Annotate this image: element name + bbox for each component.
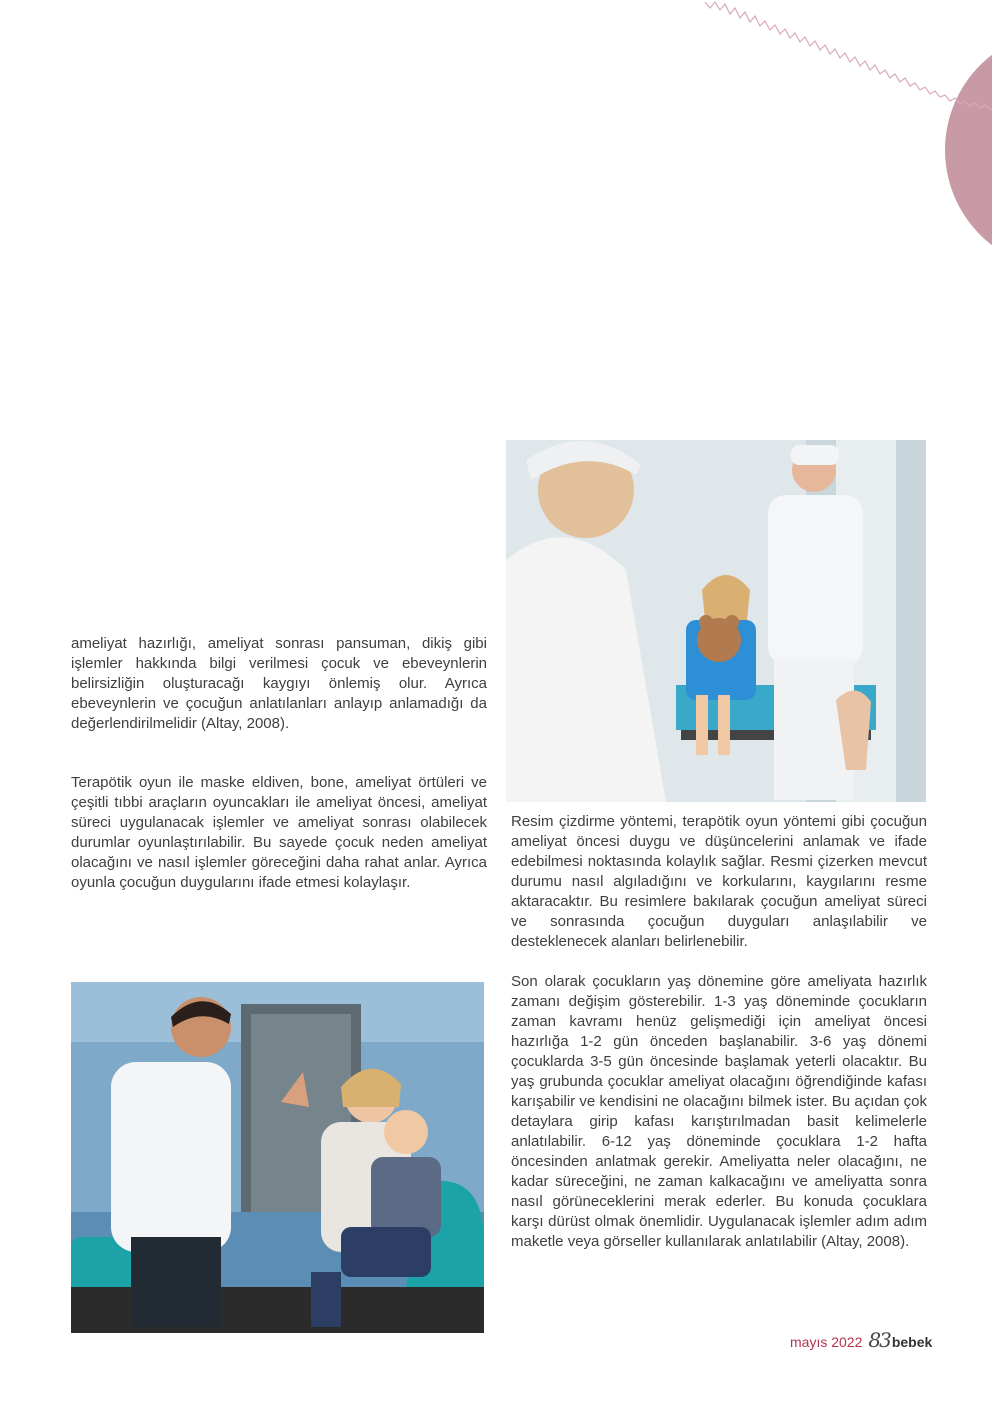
paragraph-preparation-info: ameliyat hazırlığı, ameliyat sonrası pansuman, dikiş gibi işlemler hakkında bilgi verilmesi çocuk ve ebeveynlerin belirsizliğin oluşturacağı kaygıyı önlemiş olur. Ayrıca ebeveynlerin ve çocuğun anlatılanları anlayıp anlamadığı da değerlendirilmelidir (Altay, 2008). — [71, 635, 487, 732]
footer-page-number: 83 — [868, 1328, 890, 1352]
decorative-zigzag-line — [700, 0, 992, 120]
paragraph-therapeutic-play: Terapötik oyun ile maske eldiven, bone, ameliyat örtüleri ve çeşitli tıbbi araçların oyuncakları ile ameliyat öncesi, ameliyat süreci uygulanacak işlemler ve ameliyat sonrası olabilecek durumlar oyunlaştırılabilir. Bu sayede çocuk neden ameliyat olacağını ve nasıl işlemler göreceğini daha rahat anlar. Ayrıca oyunla çocuğun duygularını ifade etmesi kolaylaşır. — [71, 774, 487, 891]
page-footer — [790, 1328, 932, 1352]
photo-doctor-high-five-boy — [71, 982, 484, 1333]
paragraph-age-groups: Son olarak çocukların yaş dönemine göre ameliyata hazırlık zamanı değişim gösterebilir. 1-3 yaş döneminde çocukların zaman kavramı henüz gelişmediği için ameliyat öncesi hazırlığa 1-2 gün önceden başlanabilir. 3-6 yaş dönemi çocuklarda 3-5 gün öncesinde başlamak yeterli olacaktır. Bu yaş grubunda çocuklar ameliyat olacağını öğrendiğinde kafası karışabilir ve kendisini ne olacağını bilmek ister. Bu açıdan çok detaylara girip kafası karıştırılmadan basit kelimelerle anlatılabilir. 6-12 yaş döneminde çocuklara 1-2 hafta öncesinden anlatmak gerekir. Ameliyatta neler olacağını, ne kadar süreceğini, ne zaman kalkacağını ve ameliyatta sonra nasıl görüneceklerini merak ederler. Bu konuda çocuklara karşı dürüst olmak önemlidir. Uygulanacak işlemler adım adım maketle veya görseller kullanılarak anlatılabilir (Altay, 2008). — [511, 973, 927, 1250]
photo-doctor-girl-teddy-bear — [506, 440, 926, 802]
footer-magazine-name: bebek — [891, 1334, 933, 1350]
paragraph-drawing-method: Resim çizdirme yöntemi, terapötik oyun yöntemi gibi çocuğun ameliyat öncesi duygu ve düşüncelerini anlamak ve ifade edebilmesi noktasında kolaylık sağlar. Resmi çizerken mevcut durumu nasıl algıladığını ve korkularını, kaygılarını resme aktaracaktır. Bu resimlere bakılarak çocuğun ameliyat süreci ve sonrasında çocuğun duyguları anlaşılabilir ve desteklenecek alanları belirlenebilir. — [511, 813, 927, 950]
footer-issue-date: mayıs 2022 — [790, 1334, 863, 1350]
